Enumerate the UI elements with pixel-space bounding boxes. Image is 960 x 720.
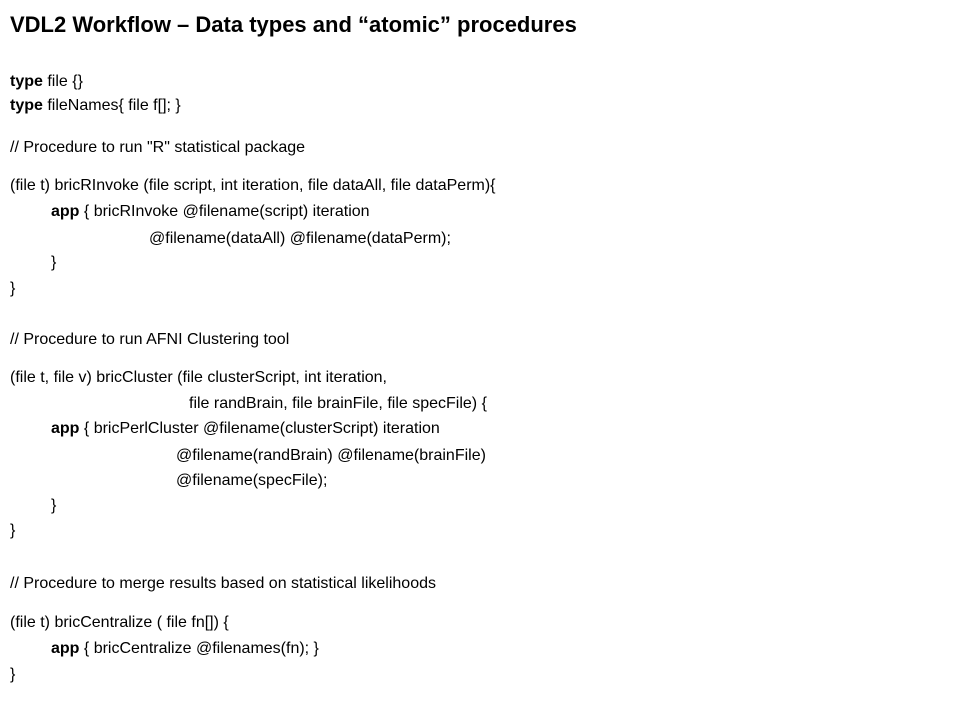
comment-r-procedure: // Procedure to run "R" statistical package: [10, 139, 306, 156]
comment-cluster-procedure: // Procedure to run AFNI Clustering tool: [10, 331, 290, 348]
keyword-app: app: [51, 640, 80, 657]
procedure-close-brace: }: [10, 280, 16, 297]
type-decl-filenames: [10, 95, 181, 117]
signature-briccentralize: (file t) bricCentralize ( file fn[]) {: [10, 614, 229, 631]
type-decl-file: [10, 71, 83, 93]
app-close-brace: }: [51, 497, 57, 514]
app-command: { bricRInvoke @filename(script) iteration: [79, 203, 370, 220]
type-decl-body: file {}: [42, 73, 83, 90]
app-block-briccentralize: [51, 638, 319, 660]
keyword-app: app: [51, 420, 80, 437]
procedure-close-brace: }: [10, 522, 16, 539]
procedure-close-brace: }: [10, 666, 16, 683]
comment-centralize-procedure: // Procedure to merge results based on statistical likelihoods: [10, 575, 436, 592]
app-args-briccluster-1: @filename(randBrain) @filename(brainFile): [176, 447, 486, 464]
app-args-briccluster-2: @filename(specFile);: [176, 472, 328, 489]
signature-bricrinvoke: (file t) bricRInvoke (file script, int iteration, file dataAll, file dataPerm){: [10, 177, 496, 194]
app-args-bricrinvoke: @filename(dataAll) @filename(dataPerm);: [149, 230, 451, 247]
type-decl-body: fileNames{ file f[]; }: [42, 97, 181, 114]
keyword-type: type: [10, 73, 43, 90]
app-block-briccluster: [51, 418, 440, 440]
keyword-app: app: [51, 203, 80, 220]
app-command: { bricCentralize @filenames(fn); }: [79, 640, 319, 657]
signature-briccluster: (file t, file v) bricCluster (file clusterScript, int iteration,: [10, 369, 387, 386]
page-title: VDL2 Workflow – Data types and “atomic” procedures: [10, 12, 577, 37]
app-block-bricrinvoke: [51, 201, 370, 223]
signature-briccluster-cont: file randBrain, file brainFile, file specFile) {: [189, 395, 487, 412]
app-command: { bricPerlCluster @filename(clusterScript) iteration: [79, 420, 440, 437]
app-close-brace: }: [51, 254, 57, 271]
keyword-type: type: [10, 97, 43, 114]
